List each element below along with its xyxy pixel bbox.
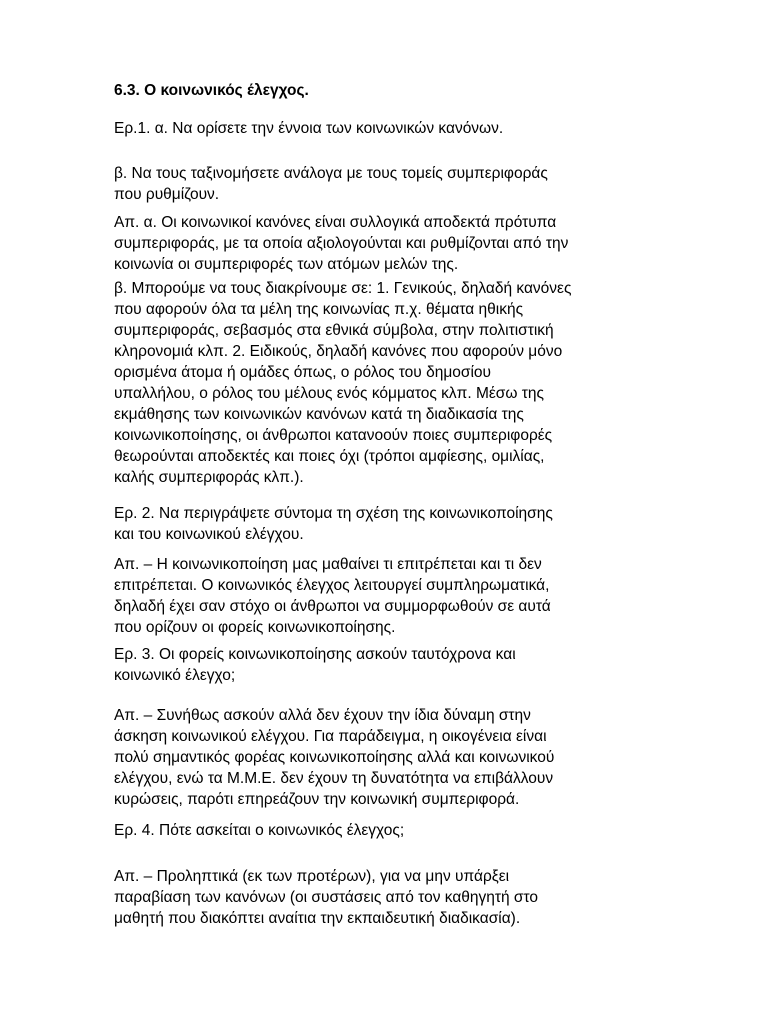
paragraph-line: εκμάθησης των κοινωνικών κανόνων κατά τη διαδικασία της [114,406,524,423]
answer-2 [114,554,551,638]
question-2 [114,503,553,545]
answer-1b [114,278,571,488]
paragraph-line: Ερ. 2. Να περιγράψετε σύντομα τη σχέση της κοινωνικοποίησης [114,505,553,522]
paragraph-line: κοινωνία οι συμπεριφορές των ατόμων μελών της. [114,256,459,273]
paragraph-line: κληρονομιά κλπ. 2. Ειδικούς, δηλαδή κανόνες που αφορούν μόνο [114,343,563,360]
paragraph-line: ορισμένα άτομα ή ομάδες όπως, ο ρόλος του δημοσίου [114,364,491,381]
paragraph-line: Ερ. 3. Οι φορείς κοινωνικοποίησης ασκούν ταυτόχρονα και [114,646,516,663]
paragraph-line: ελέγχου, ενώ τα Μ.Μ.Ε. δεν έχουν τη δυνατότητα να επιβάλλουν [114,770,554,787]
paragraph-line: β. Να τους ταξινομήσετε ανάλογα με τους τομείς συμπεριφοράς [114,165,548,182]
paragraph-line: Απ. – Προληπτικά (εκ των προτέρων), για να μην υπάρξει [114,868,510,885]
paragraph-line: μαθητή που διακόπτει αναίτια την εκπαιδευτική διαδικασία). [114,910,521,927]
paragraph-line: συμπεριφοράς, με τα οποία αξιολογούνται και ρυθμίζονται από την [114,235,569,252]
paragraph-line: κοινωνικό έλεγχο; [114,667,236,684]
paragraph-line: Ερ. 4. Πότε ασκείται ο κοινωνικός έλεγχος; [114,822,405,839]
question-4 [114,820,404,841]
paragraph-line: Απ. – Συνήθως ασκούν αλλά δεν έχουν την ίδια δύναμη στην [114,707,531,724]
paragraph-line: θεωρούνται αποδεκτές και ποιες όχι (τρόποι αμφίεσης, ομιλίας, [114,448,545,465]
paragraph-line: συμπεριφοράς, σεβασμός στα εθνικά σύμβολα, στην πολιτιστική [114,322,554,339]
paragraph-line: άσκηση κοινωνικού ελέγχου. Για παράδειγμα, η οικογένεια είναι [114,728,547,745]
paragraph-line: καλής συμπεριφοράς κλπ.). [114,469,304,486]
paragraph-line: β. Μπορούμε να τους διακρίνουμε σε: 1. Γενικούς, δηλαδή κανόνες [114,280,572,297]
paragraph-line: Ερ.1. α. Να ορίσετε την έννοια των κοινωνικών κανόνων. [114,120,504,137]
paragraph-line: κυρώσεις, παρότι επηρεάζουν την κοινωνική συμπεριφορά. [114,791,520,808]
paragraph-line: που ρυθμίζουν. [114,186,220,203]
document-title: 6.3. Ο κοινωνικός έλεγχος. [114,82,309,99]
paragraph-line: επιτρέπεται. Ο κοινωνικός έλεγχος λειτουργεί συμπληρωματικά, [114,577,550,594]
paragraph-line: παραβίαση των κανόνων (οι συστάσεις από τον καθηγητή στο [114,889,539,906]
answer-3 [114,705,554,810]
question-1b [114,163,548,205]
paragraph-line: πολύ σημαντικός φορέας κοινωνικοποίησης αλλά και κοινωνικού [114,749,555,766]
answer-4 [114,866,538,929]
paragraph-line: που ορίζουν οι φορείς κοινωνικοποίησης. [114,619,396,636]
paragraph-line: κοινωνικοποίησης, οι άνθρωποι κατανοούν ποιες συμπεριφορές [114,427,553,444]
question-1a [114,118,503,139]
paragraph-line: Απ. – Η κοινωνικοποίηση μας μαθαίνει τι επιτρέπεται και τι δεν [114,556,542,573]
question-3 [114,644,516,686]
paragraph-line: και του κοινωνικού ελέγχου. [114,526,304,543]
paragraph-line: Απ. α. Οι κοινωνικοί κανόνες είναι συλλογικά αποδεκτά πρότυπα [114,214,557,231]
paragraph-line: που αφορούν όλα τα μέλη της κοινωνίας π.χ. θέματα ηθικής [114,301,524,318]
answer-1a [114,212,568,275]
paragraph-line: υπαλλήλου, ο ρόλος του μέλους ενός κόμματος κλπ. Μέσω της [114,385,544,402]
paragraph-line: δηλαδή έχει σαν στόχο οι άνθρωποι να συμμορφωθούν σε αυτά [114,598,551,615]
